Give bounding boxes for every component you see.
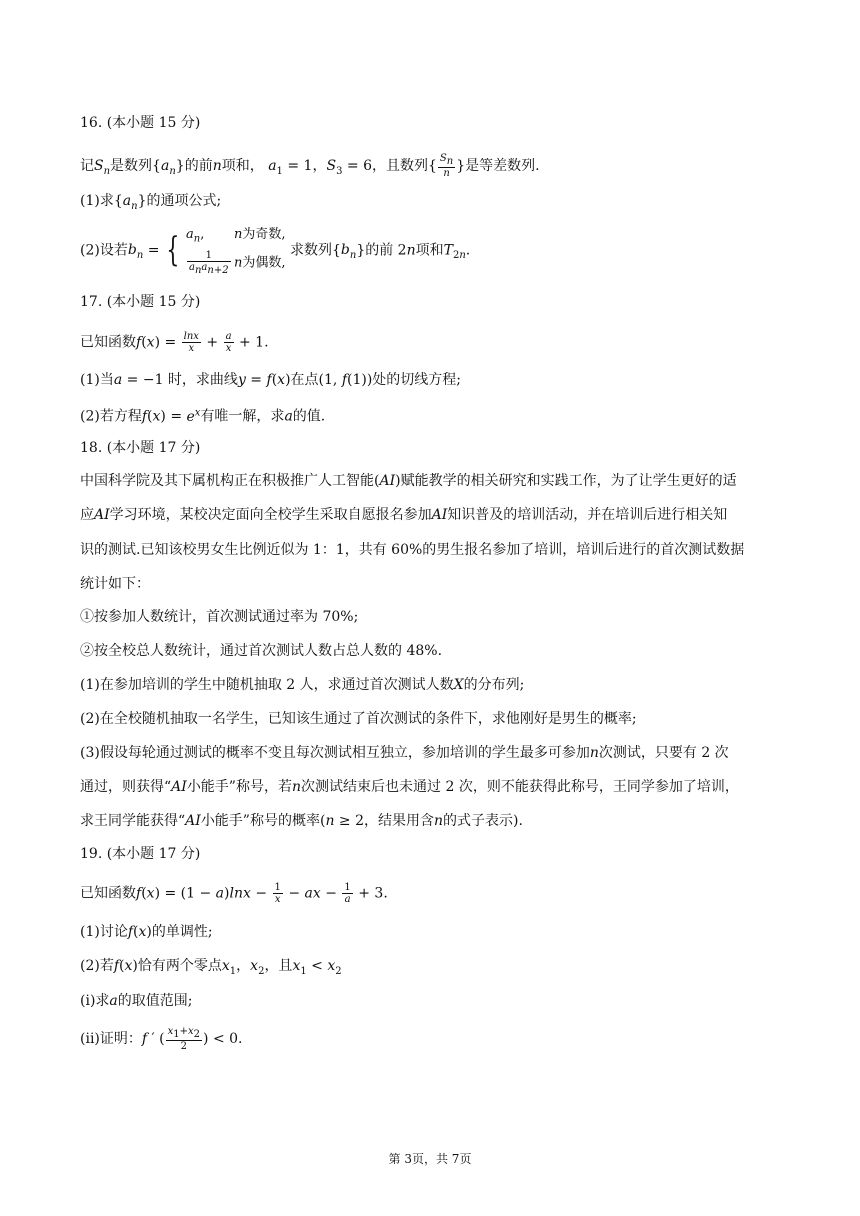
q17-part2: (2)若方程$f(x) = e^x$有唯一解，求a的值. bbox=[80, 407, 326, 425]
q18-para-line4: 统计如下： bbox=[80, 576, 150, 592]
q18-stat1: ①按参加人数统计，首次测试通过率为 70%; bbox=[80, 609, 359, 625]
q16-intro: 记$S_n$是数列$\{a_n\}$的前n项和， $a_1 = 1$，$S_3 = 6$，且数列{ $\frac{S_n}{n}$ }是等差数列. bbox=[80, 153, 540, 179]
q17-part1: (1)当a = −1 时，求曲线y = f(x)在点(1, f(1))处的切线方程; bbox=[80, 372, 462, 388]
q16-part2: (2)设若$b_n$ = { $a_n$, n为奇数, $\frac{1}{a_na_{n+2}}$ n为偶数, 求数列$\{b_n\}$的前 2n项和$T_{2n}$. bbox=[80, 227, 471, 276]
q18-para-line2: 应AI学习环境，某校决定面向全校学生采取自愿报名参加AI知识普及的培训活动，并在培训后进行相关知 bbox=[80, 507, 728, 523]
q19-sub1: (i)求a的取值范围; bbox=[80, 993, 193, 1009]
q18-para-line3: 识的测试.已知该校男女生比例近似为 1：1，共有 60%的男生报名参加了培训，培训后进行的首次测试数据 bbox=[80, 542, 745, 558]
q17-heading: 17. (本小题 15 分) bbox=[80, 294, 201, 310]
q18-part3-line2: 通过，则获得“AI小能手”称号，若n次测试结束后也未通过 2 次，则不能获得此称号，王同学参加了培训， bbox=[80, 779, 739, 795]
q18-part1: (1)在参加培训的学生中随机抽取 2 人，求通过首次测试人数X的分布列; bbox=[80, 677, 525, 693]
q17-intro: 已知函数f(x) = $\frac{\ln x}{x}$ + $\frac{a}{x}$ + 1. bbox=[80, 331, 269, 354]
piecewise-definition: $a_n$, n为奇数, $\frac{1}{a_na_{n+2}}$ n为偶数, bbox=[186, 227, 286, 276]
q16-part1: (1)求$\{a_n\}$的通项公式; bbox=[80, 193, 222, 212]
q18-part2: (2)在全校随机抽取一名学生，已知该生通过了首次测试的条件下，求他刚好是男生的概率; bbox=[80, 711, 637, 727]
q18-stat2: ②按全校总人数统计，通过首次测试人数占总人数的 48%. bbox=[80, 643, 443, 659]
page-footer: 第 3页，共 7页 bbox=[388, 1152, 472, 1166]
q16-heading: 16. (本小题 15 分) bbox=[80, 115, 201, 131]
q19-sub2: (ii)证明：f ′ ( $\frac{x_1+x_2}{2}$ ) < 0. bbox=[80, 1026, 243, 1052]
q18-para-line1: 中国科学院及其下属机构正在积极推广人工智能(AI)赋能教学的相关研究和实践工作，为了让学生更好的适 bbox=[80, 473, 737, 489]
q18-part3-line3: 求王同学能获得“AI小能手”称号的概率(n ≥ 2，结果用含n的式子表示). bbox=[80, 813, 523, 829]
q19-part1: (1)讨论f(x)的单调性; bbox=[80, 924, 213, 940]
q19-heading: 19. (本小题 17 分) bbox=[80, 846, 201, 862]
q19-intro: 已知函数f(x) = (1 − a)lnx − $\frac{1}{x}$ − ax − $\frac{1}{a}$ + 3. bbox=[80, 882, 388, 905]
q18-part3-line1: (3)假设每轮通过测试的概率不变且每次测试相互独立，参加培训的学生最多可参加n次测试，只要有 2 次 bbox=[80, 745, 729, 761]
q18-heading: 18. (本小题 17 分) bbox=[80, 440, 201, 456]
q19-part2: (2)若f(x)恰有两个零点$x_1$，$x_2$，且$x_1 < x_2$ bbox=[80, 958, 342, 977]
